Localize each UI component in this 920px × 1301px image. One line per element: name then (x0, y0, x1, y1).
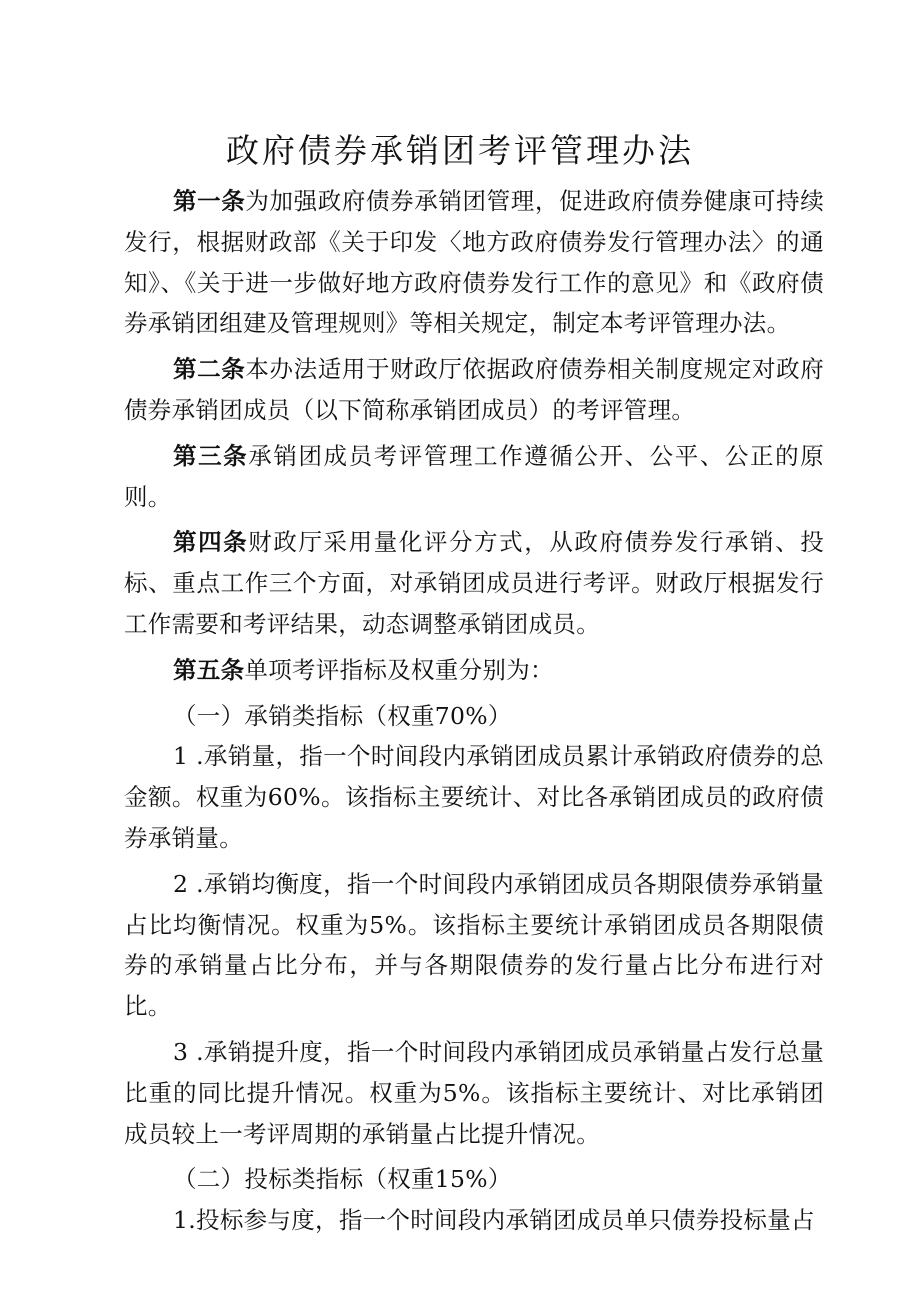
indicator-text: 1.投标参与度，指一个时间段内承销团成员单只债券投标量占 (173, 1206, 815, 1235)
section-heading-underwriting (124, 696, 824, 737)
section-text: （一）承销类指标（权重70%） (173, 701, 512, 730)
article-label: 第二条 (173, 355, 246, 384)
article-text: 单项考评指标及权重分别为： (244, 655, 554, 684)
article-4 (124, 522, 824, 644)
document-body (124, 181, 824, 1241)
section-text: （二）投标类指标（权重15%） (173, 1165, 512, 1194)
document-title: 政府债券承销团考评管理办法 (226, 131, 694, 170)
indicator-item (124, 736, 824, 858)
article-label: 第一条 (173, 187, 246, 215)
section-heading-bidding (124, 1159, 824, 1200)
article-label: 第五条 (173, 655, 245, 684)
article-label: 第四条 (173, 528, 249, 557)
indicator-item (124, 1200, 824, 1241)
indicator-text: 2 .承销均衡度，指一个时间段内承销团成员各期限债券承销量占比均衡情况。权重为5%。该指标主要统计承销团成员各期限债券的承销量占比分布，并与各期限债券的发行量占比分布进行对比。 (124, 869, 824, 1021)
article-text: 为加强政府债券承销团管理，促进政府债券健康可持续发行，根据财政部《关于印发〈地方政府债券发行管理办法〉的通知》、《关于进一步做好地方政府债券发行工作的意见》和《政府债券承销团组建及管理规则》等相关规定，制定本考评管理办法。 (124, 187, 824, 338)
article-text: 承销团成员考评管理工作遵循公开、公平、公正的原则。 (124, 441, 824, 511)
article-5 (124, 650, 824, 691)
article-1 (124, 181, 824, 344)
article-3 (124, 436, 824, 518)
article-text: 本办法适用于财政厅依据政府债券相关制度规定对政府债券承销团成员（以下简称承销团成员）的考评管理。 (124, 355, 824, 424)
article-label: 第三条 (173, 441, 249, 470)
article-2 (124, 349, 824, 431)
indicator-text: 1 .承销量，指一个时间段内承销团成员累计承销政府债券的总金额。权重为60%。该指标主要统计、对比各承销团成员的政府债券承销量。 (124, 742, 824, 852)
indicator-text: 3 .承销提升度，指一个时间段内承销团成员承销量占发行总量比重的同比提升情况。权重为5%。该指标主要统计、对比承销团成员较上一考评周期的承销量占比提升情况。 (124, 1037, 824, 1148)
indicator-item (124, 864, 824, 1027)
indicator-item (124, 1032, 824, 1154)
article-text: 财政厅采用量化评分方式，从政府债券发行承销、投标、重点工作三个方面，对承销团成员进行考评。财政厅根据发行工作需要和考评结果，动态调整承销团成员。 (124, 528, 824, 638)
